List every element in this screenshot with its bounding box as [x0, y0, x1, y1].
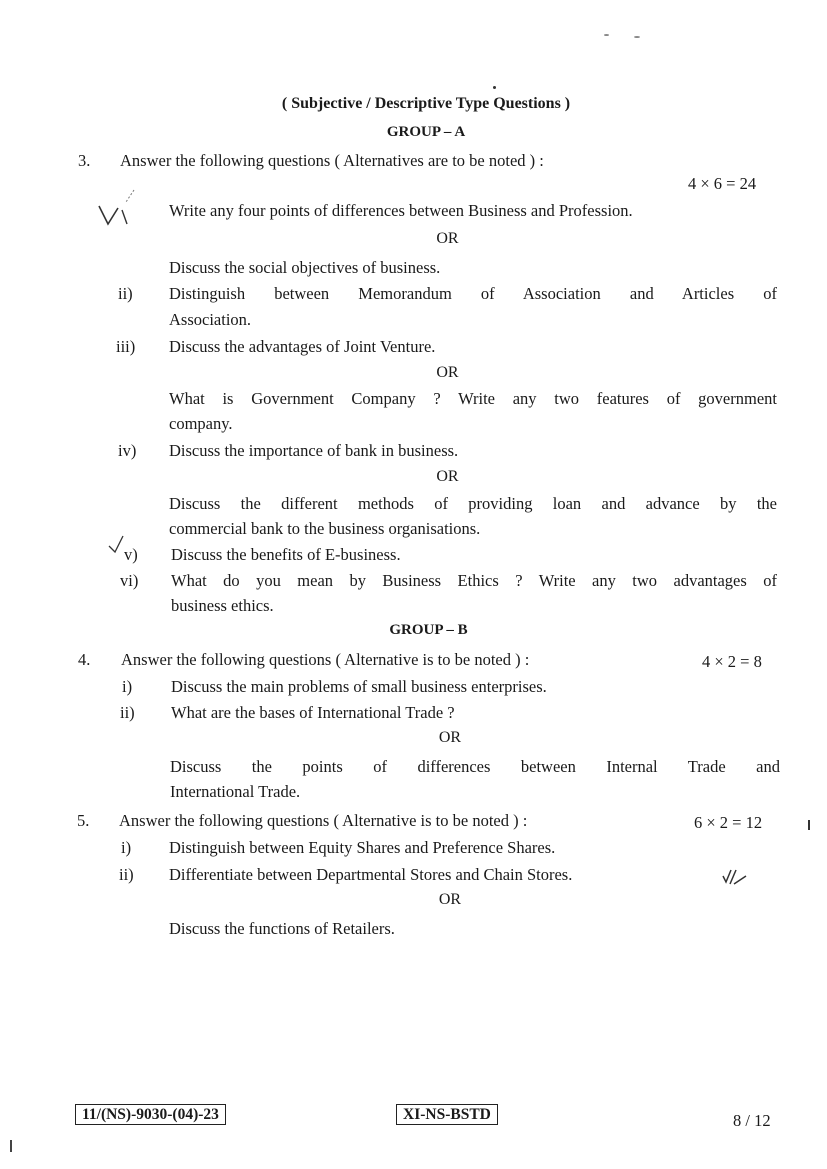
q4-item-1-text: Discuss the main problems of small business enterprises. [171, 677, 547, 696]
scan-artifact [604, 34, 609, 36]
question-instruction: Answer the following questions ( Alternatives are to be noted ) : [120, 151, 544, 170]
item-label: vi) [120, 571, 139, 590]
question-number: 5. [77, 811, 90, 830]
q3-item-6-text: What do you mean by Business Ethics ? Write any two advantages of [171, 571, 777, 590]
item-label: i) [122, 677, 133, 696]
q3-item-3-alt: What is Government Company ? Write any two features of government [169, 389, 777, 408]
marks-allocation: 4 × 6 = 24 [688, 174, 757, 193]
or-divider: OR [436, 230, 459, 247]
marks-allocation: 4 × 2 = 8 [702, 652, 762, 671]
group-b-heading: GROUP – B [389, 622, 468, 638]
q3-item-4-text: Discuss the importance of bank in business. [169, 441, 459, 460]
q3-item-3-alt-cont: company. [169, 414, 233, 433]
marks-allocation: 6 × 2 = 12 [694, 813, 763, 832]
item-label: iv) [118, 441, 137, 460]
group-a-heading: GROUP – A [386, 124, 466, 140]
item-label: i) [121, 838, 132, 857]
q5-item-1-text: Distinguish between Equity Shares and Preference Shares. [169, 838, 556, 857]
paper-code: 11/(NS)-9030-(04)-23 [75, 1104, 226, 1125]
q3-item-4-alt-cont: commercial bank to the business organisations. [169, 519, 481, 538]
q3-item-1-alt: Discuss the social objectives of business. [169, 258, 441, 277]
item-label: iii) [116, 337, 136, 356]
item-label: v) [124, 545, 138, 564]
question-instruction: Answer the following questions ( Alternative is to be noted ) : [121, 650, 530, 669]
q4-item-2-alt-cont: International Trade. [170, 782, 301, 801]
scan-artifact [10, 1140, 12, 1152]
q4-item-2-text: What are the bases of International Trade ? [171, 703, 455, 722]
item-label: ii) [119, 865, 134, 884]
section-title: ( Subjective / Descriptive Type Questions ) [281, 95, 571, 112]
question-instruction: Answer the following questions ( Alternative is to be noted ) : [119, 811, 528, 830]
q3-item-4-alt: Discuss the different methods of providing loan and advance by the [169, 494, 777, 513]
q5-item-2-alt: Discuss the functions of Retailers. [169, 919, 395, 938]
page-number: 8 / 12 [733, 1111, 771, 1130]
or-divider: OR [436, 364, 459, 381]
q4-item-2-alt: Discuss the points of differences between Internal Trade and [170, 757, 780, 776]
question-number: 4. [78, 650, 91, 669]
item-label: ii) [118, 284, 133, 303]
scan-artifact [493, 86, 496, 89]
subject-code: XI-NS-BSTD [396, 1104, 498, 1125]
q3-item-1-text: Write any four points of differences between Business and Profession. [169, 201, 633, 220]
item-label: ii) [120, 703, 135, 722]
q3-item-2-text-cont: Association. [169, 310, 252, 329]
or-divider: OR [436, 468, 459, 485]
or-divider: OR [438, 729, 462, 746]
question-number: 3. [78, 151, 91, 170]
or-divider: OR [438, 891, 462, 908]
handwritten-mark-icon [720, 866, 750, 888]
q3-item-2-text: Distinguish between Memorandum of Association and Articles of [169, 284, 777, 303]
q5-item-2-text: Differentiate between Departmental Stores and Chain Stores. [169, 865, 573, 884]
q3-item-3-text: Discuss the advantages of Joint Venture. [169, 337, 436, 356]
q3-item-6-text-cont: business ethics. [171, 596, 274, 615]
tick-mark-icon [96, 186, 136, 230]
scan-artifact [634, 36, 640, 38]
q3-item-5-text: Discuss the benefits of E-business. [171, 545, 401, 564]
scan-artifact [808, 820, 810, 830]
